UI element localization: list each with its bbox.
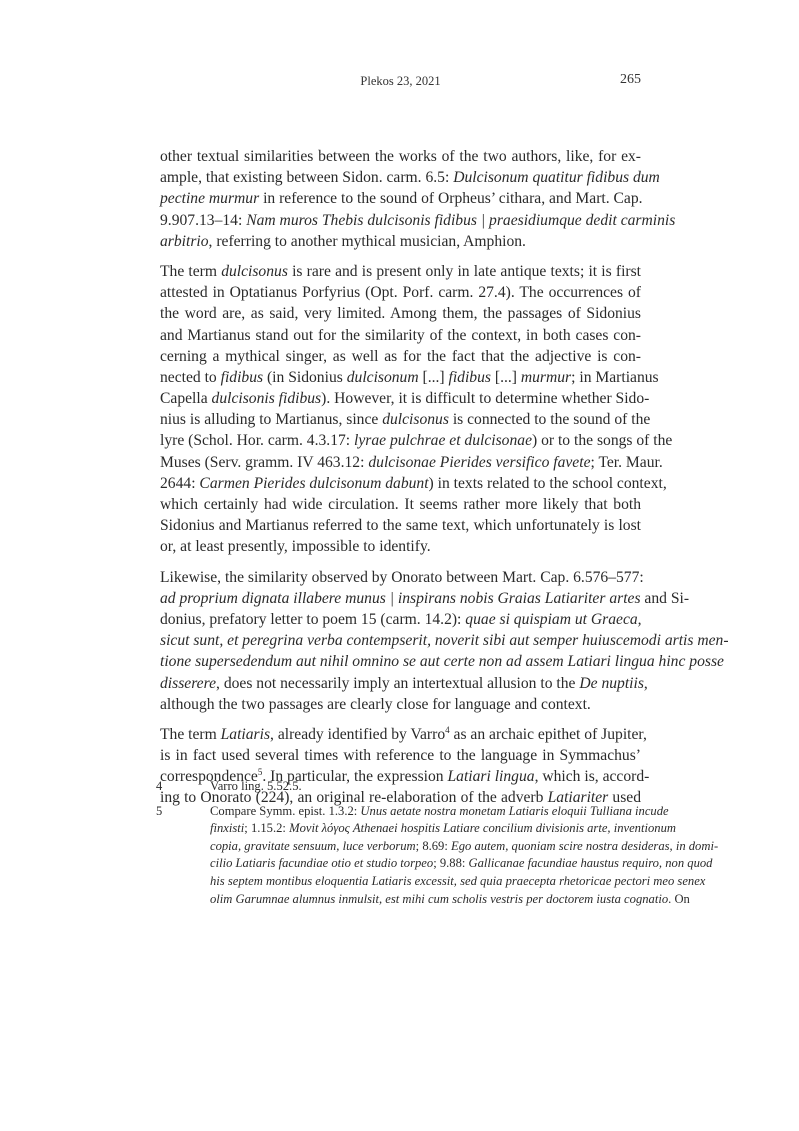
running-header xyxy=(160,74,641,92)
text-run: ; 8.69: xyxy=(415,838,452,853)
footnote-number: 4 xyxy=(156,779,163,793)
text-run: Varro ling. 5.52.5. xyxy=(210,779,302,793)
paragraph xyxy=(160,567,729,715)
text-run: . On xyxy=(668,891,690,906)
italic-text: ad proprium dignata illabere munus | inspirans nobis Graias Latiariter artes xyxy=(160,589,641,607)
text-line xyxy=(160,494,641,515)
text-run: is rare and is present only in late antique texts; it is first xyxy=(287,262,642,280)
text-run: ; 9.88: xyxy=(433,856,469,871)
italic-text: dulcisonis fidibus xyxy=(211,390,322,408)
text-line xyxy=(160,409,651,430)
text-line xyxy=(160,388,650,409)
footnote-ref[interactable]: 5 xyxy=(257,767,263,778)
footnote xyxy=(156,778,641,796)
text-run: ) in texts related to the school context, xyxy=(428,474,667,492)
text-run: [...] xyxy=(490,368,521,386)
text-run: nected to xyxy=(160,368,221,386)
text-run: Muses (Serv. gramm. IV 463.12: xyxy=(160,453,369,471)
text-run: ; Ter. Maur. xyxy=(590,453,663,471)
text-line xyxy=(160,367,659,388)
text-run: is in fact used several times with reference to the language in Symmachus’ xyxy=(160,747,641,765)
text-run: as an archaic epithet of Jupiter, xyxy=(449,725,647,743)
text-line xyxy=(160,210,676,231)
text-run: Compare Symm. epist. 1.3.2: xyxy=(210,803,361,818)
text-line xyxy=(160,303,641,324)
text-line xyxy=(210,855,713,873)
text-line xyxy=(160,282,641,303)
italic-text: dulcisonae Pierides versifico favete xyxy=(368,453,591,471)
footnotes xyxy=(156,778,719,915)
footnote-number: 5 xyxy=(156,803,163,818)
text-line xyxy=(160,188,641,209)
text-run: ample, that existing between Sidon. carm. 6.5: xyxy=(160,169,454,187)
italic-text: De nuptiis xyxy=(579,674,644,692)
text-line xyxy=(160,673,648,694)
italic-text: finxisti xyxy=(210,821,245,836)
text-run: 2644: xyxy=(160,474,200,492)
text-line xyxy=(210,891,690,909)
text-run: is connected to the sound of the xyxy=(448,411,651,429)
footnote-text xyxy=(210,803,719,909)
italic-text: pectine murmur xyxy=(160,190,260,208)
text-run: nius is alluding to Martianus, since xyxy=(160,411,383,429)
text-run: ; in Martianus xyxy=(571,368,659,386)
italic-text: dulcisonus xyxy=(382,411,449,429)
text-line xyxy=(160,231,641,252)
text-line xyxy=(160,724,647,745)
italic-text: Latiaris xyxy=(220,725,271,743)
text-line xyxy=(160,473,667,494)
text-run: although the two passages are clearly close for language and context. xyxy=(160,695,591,713)
text-run: ). However, it is difficult to determine whether Sido- xyxy=(321,390,650,408)
text-run: ing to Onorato (224), an original re-elaboration of the adverb xyxy=(160,789,548,807)
text-line xyxy=(160,325,641,346)
text-run: ; 1.15.2: xyxy=(244,821,290,836)
italic-text: Dulcisonum quatitur fidibus dum xyxy=(453,169,660,187)
text-line xyxy=(160,430,673,451)
text-line xyxy=(160,452,663,473)
page-number: 265 xyxy=(620,72,641,87)
italic-text: murmur xyxy=(520,368,572,386)
text-run: , referring to another mythical musician, Amphion. xyxy=(208,232,526,250)
italic-text: his septem montibus eloquentia Latiaris excessit, sed quia praecepta rhetoricae pectori meo senex xyxy=(210,873,706,888)
text-line xyxy=(160,261,641,282)
text-run: 9.907.13–14: xyxy=(160,211,247,229)
text-line xyxy=(160,694,641,715)
text-run: cerning a mythical singer, as well as for the fact that the adjective is con- xyxy=(160,347,641,365)
text-line xyxy=(210,803,669,821)
text-run: and Si- xyxy=(640,589,690,607)
text-run: used xyxy=(608,789,641,807)
text-run: ) or to the songs of the xyxy=(532,432,673,450)
text-line xyxy=(160,515,641,536)
text-run: The term xyxy=(160,262,222,280)
text-run: . In particular, the expression xyxy=(262,768,448,786)
paragraph xyxy=(160,261,673,558)
italic-text: tione supersedendum aut nihil omnino se aut certe non ad assem Latiari lingua hinc posse xyxy=(160,653,724,671)
italic-text: olim Garumnae alumnus inmulsit, est mihi cum scholis vestris per doctorem iusta cognatio xyxy=(210,891,669,906)
text-run: [...] xyxy=(418,368,449,386)
italic-text: fidibus xyxy=(220,368,264,386)
italic-text: dulcisonum xyxy=(346,368,419,386)
italic-text: cilio Latiaris facundiae otio et studio torpeo xyxy=(210,856,434,871)
text-run: correspondence xyxy=(160,768,258,786)
text-run: and Martianus stand out for the similarity of the context, in both cases con- xyxy=(160,326,641,344)
journal-title: Plekos 23, 2021 xyxy=(360,74,441,88)
text-line xyxy=(160,567,644,588)
text-run: the word are, as said, very limited. Among them, the passages of Sidonius xyxy=(160,305,641,323)
text-run: Capella xyxy=(160,390,212,408)
text-run: donius, prefatory letter to poem 15 (carm. 14.2): xyxy=(160,610,466,628)
text-line xyxy=(160,146,641,167)
text-line xyxy=(160,167,660,188)
text-line xyxy=(210,778,641,796)
text-line xyxy=(160,630,729,651)
text-run: Sidonius and Martianus referred to the same text, which unfortunately is lost xyxy=(160,517,641,535)
italic-text: lyrae pulchrae et dulcisonae xyxy=(354,432,532,450)
text-line xyxy=(160,609,641,630)
italic-text: Unus aetate nostra monetam Latiaris eloquii Tulliana incude xyxy=(360,803,669,818)
text-run: , which is, accord- xyxy=(534,768,650,786)
text-line xyxy=(160,536,641,557)
italic-text: Latiariter xyxy=(547,789,609,807)
text-run: attested in Optatianus Porfyrius (Opt. Porf. carm. 27.4). The occurrences of xyxy=(160,284,641,302)
text-run: or, at least presently, impossible to identify. xyxy=(160,538,431,556)
italic-text: fidibus xyxy=(448,368,491,386)
italic-text: sicut sunt, et peregrina verba contempserit, noverit sibi aut semper huiuscemodi artis men- xyxy=(160,632,729,650)
italic-text: quae si quispiam ut Graeca, xyxy=(465,610,642,628)
italic-text: Gallicanae facundiae haustus requiro, non quod xyxy=(468,856,713,871)
italic-text: copia, gravitate sensuum, luce verborum xyxy=(210,838,416,853)
text-line xyxy=(210,873,706,891)
text-run: The term xyxy=(160,725,221,743)
paragraph xyxy=(160,146,676,252)
italic-text: Ego autem, quoniam scire nostra desideras, in domi- xyxy=(451,838,719,853)
italic-text: Latiari lingua xyxy=(447,768,535,786)
text-line xyxy=(210,820,676,838)
text-line xyxy=(210,838,719,856)
italic-text: Movit λόγος Athenaei hospitis Latiare concilium divisionis arte, inventionum xyxy=(289,821,676,836)
text-run: other textual similarities between the works of the two authors, like, for ex- xyxy=(160,148,641,165)
main-text xyxy=(160,146,729,818)
text-run: , already identified by Varro xyxy=(270,725,446,743)
italic-text: Nam muros Thebis dulcisonis fidibus | praesidiumque dedit carminis xyxy=(246,211,676,229)
text-line xyxy=(160,651,724,672)
italic-text: dulcisonus xyxy=(221,262,288,280)
footnote xyxy=(156,803,719,909)
italic-text: arbitrio xyxy=(160,232,209,250)
text-line xyxy=(160,588,690,609)
italic-text: disserere xyxy=(160,674,217,692)
footnote-text xyxy=(210,778,641,796)
text-line xyxy=(160,346,641,367)
text-run: Likewise, the similarity observed by Onorato between Mart. Cap. 6.576–577: xyxy=(160,568,644,586)
text-run: lyre (Schol. Hor. carm. 4.3.17: xyxy=(160,432,355,450)
text-run: , xyxy=(643,674,648,692)
text-run: , does not necessarily imply an intertextual allusion to the xyxy=(216,674,580,692)
text-run: (in Sidonius xyxy=(263,368,347,386)
italic-text: Carmen Pierides dulcisonum dabunt xyxy=(199,474,429,492)
text-run: which certainly had wide circulation. It seems rather more likely that both xyxy=(160,496,641,513)
text-run: in reference to the sound of Orpheus’ cithara, and Mart. Cap. xyxy=(259,190,643,208)
text-line xyxy=(160,745,641,766)
footnote-ref[interactable]: 4 xyxy=(445,724,450,735)
